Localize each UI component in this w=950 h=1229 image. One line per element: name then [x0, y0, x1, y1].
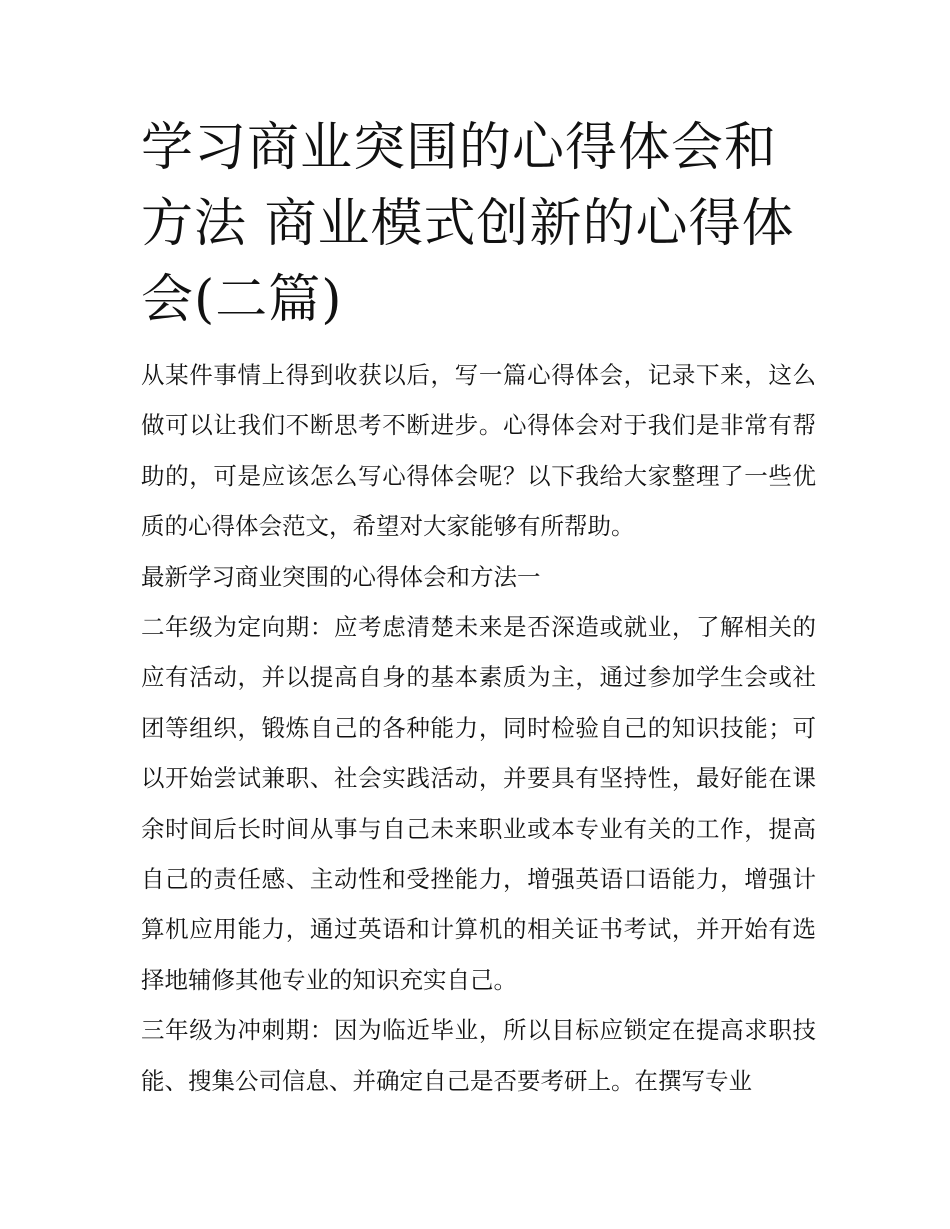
intro-paragraph: 从某件事情上得到收获以后，写一篇心得体会，记录下来，这么做可以让我们不断思考不断进步。心得体会对于我们是非常有帮助的，可是应该怎么写心得体会呢？以下我给大家整理了一些优质的心得体会范文，希望对大家能够有所帮助。 [141, 361, 816, 541]
document-title: 学习商业突围的心得体会和方法 商业模式创新的心得体会(二篇) [141, 118, 795, 330]
document-page [141, 110, 816, 1106]
body-paragraph-year-two: 二年级为定向期：应考虑清楚未来是否深造或就业，了解相关的应有活动，并以提高自身的基本素质为主，通过参加学生会或社团等组织，锻炼自己的各种能力，同时检验自己的知识技能；可以开始尝试兼职、社会实践活动，并要具有坚持性，最好能在课余时间后长时间从事与自己未来职业或本专业有关的工作，提高自己的责任感、主动性和受挫能力，增强英语口语能力，增强计算机应用能力，通过英语和计算机的相关证书考试，并开始有选择地辅修其他专业的知识充实自己。 [141, 613, 816, 994]
section-heading: 最新学习商业突围的心得体会和方法一 [141, 562, 541, 591]
body-paragraph-year-three: 三年级为冲刺期：因为临近毕业，所以目标应锁定在提高求职技能、搜集公司信息、并确定自己是否要考研上。在撰写专业 [141, 1016, 816, 1095]
